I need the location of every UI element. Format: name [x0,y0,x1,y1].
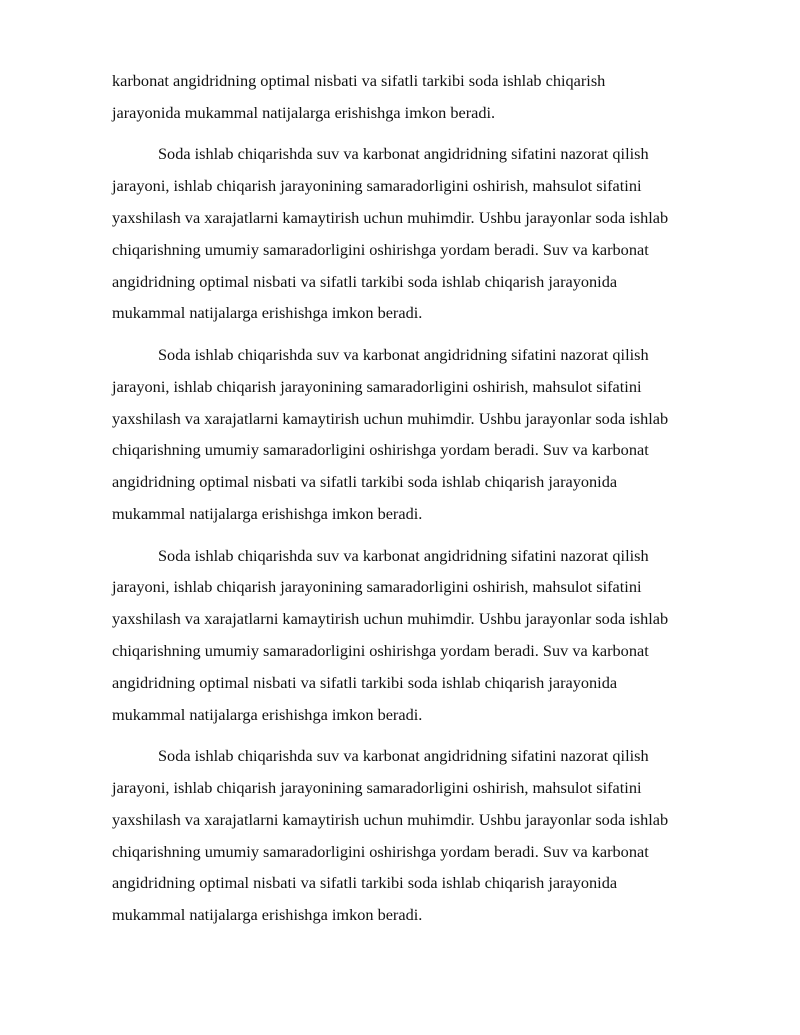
paragraph-4 [112,540,745,731]
document-body [112,65,745,931]
paragraph-line: yaxshilash va xarajatlarni kamaytirish uchun muhimdir. Ushbu jarayonlar soda ishlab [112,408,669,428]
paragraph-line: mukammal natijalarga erishishga imkon beradi. [112,905,423,925]
paragraph-line: chiqarishning umumiy samaradorligini oshirishga yordam beradi. Suv va karbonat [112,440,649,460]
paragraph-line: mukammal natijalarga erishishga imkon beradi. [112,303,423,323]
paragraph-line: angidridning optimal nisbati va sifatli tarkibi soda ishlab chiqarish jarayonida [112,672,618,692]
paragraph-line: jarayoni, ishlab chiqarish jarayonining samaradorligini oshirish, mahsulot sifatini [112,376,642,396]
paragraph-line: karbonat angidridning optimal nisbati va sifatli tarkibi soda ishlab chiqarish [112,71,606,90]
paragraph-line: jarayonida mukammal natijalarga erishishga imkon beradi. [112,102,496,122]
paragraph-line: jarayoni, ishlab chiqarish jarayonining samaradorligini oshirish, mahsulot sifatini [112,577,642,597]
paragraph-line: Soda ishlab chiqarishda suv va karbonat angidridning sifatini nazorat qilish [158,144,649,164]
paragraph-line: chiqarishning umumiy samaradorligini oshirishga yordam beradi. Suv va karbonat [112,239,649,259]
paragraph-line: chiqarishning umumiy samaradorligini oshirishga yordam beradi. Suv va karbonat [112,640,649,660]
paragraph-line: angidridning optimal nisbati va sifatli tarkibi soda ishlab chiqarish jarayonida [112,873,618,893]
paragraph-line: mukammal natijalarga erishishga imkon beradi. [112,503,423,523]
paragraph-3 [112,339,745,530]
paragraph-line: yaxshilash va xarajatlarni kamaytirish uchun muhimdir. Ushbu jarayonlar soda ishlab [112,207,669,227]
paragraph-line: yaxshilash va xarajatlarni kamaytirish uchun muhimdir. Ushbu jarayonlar soda ishlab [112,609,669,629]
paragraph-2 [112,138,745,329]
paragraph-line: chiqarishning umumiy samaradorligini oshirishga yordam beradi. Suv va karbonat [112,841,649,861]
paragraph-line: jarayoni, ishlab chiqarish jarayonining samaradorligini oshirish, mahsulot sifatini [112,777,642,797]
paragraph-5 [112,740,745,931]
paragraph-1 [112,65,745,129]
paragraph-line: mukammal natijalarga erishishga imkon beradi. [112,704,423,724]
paragraph-line: angidridning optimal nisbati va sifatli tarkibi soda ishlab chiqarish jarayonida [112,271,618,291]
paragraph-line: Soda ishlab chiqarishda suv va karbonat angidridning sifatini nazorat qilish [158,545,649,565]
paragraph-line: Soda ishlab chiqarishda suv va karbonat angidridning sifatini nazorat qilish [158,344,649,364]
paragraph-line: angidridning optimal nisbati va sifatli tarkibi soda ishlab chiqarish jarayonida [112,472,618,492]
paragraph-line: yaxshilash va xarajatlarni kamaytirish uchun muhimdir. Ushbu jarayonlar soda ishlab [112,809,669,829]
paragraph-line: Soda ishlab chiqarishda suv va karbonat angidridning sifatini nazorat qilish [158,746,649,766]
paragraph-line: jarayoni, ishlab chiqarish jarayonining samaradorligini oshirish, mahsulot sifatini [112,176,642,196]
